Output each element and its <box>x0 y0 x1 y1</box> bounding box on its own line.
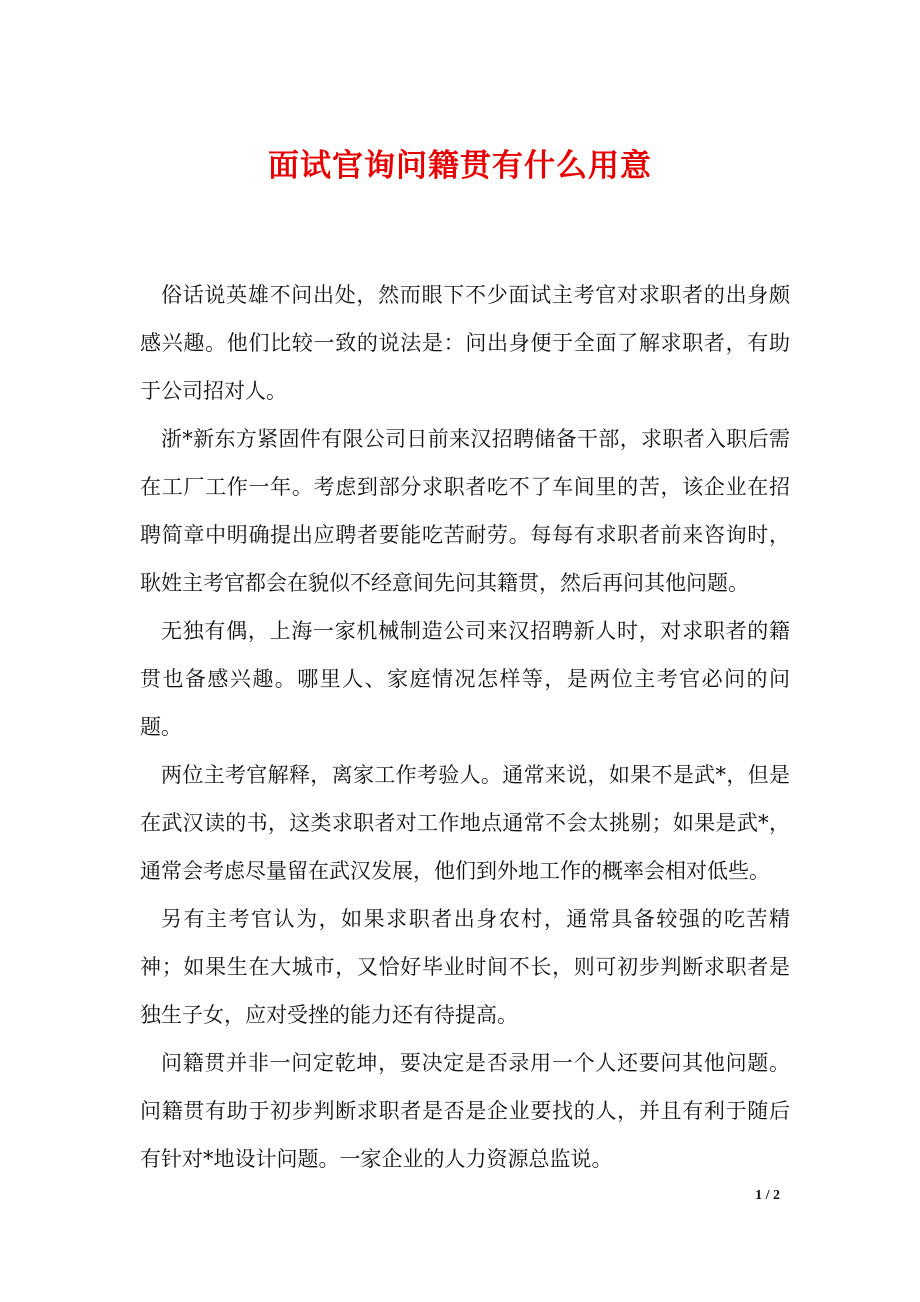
paragraph-3: 无独有偶，上海一家机械制造公司来汉招聘新人时，对求职者的籍贯也备感兴趣。哪里人、家庭情况怎样等，是两位主考官必问的问题。 <box>140 619 790 739</box>
paragraph-2: 浙*新东方紧固件有限公司日前来汉招聘储备干部，求职者入职后需在工厂工作一年。考虑到部分求职者吃不了车间里的苦，该企业在招聘简章中明确提出应聘者要能吃苦耐劳。每每有求职者前来咨询时，耿姓主考官都会在貌似不经意间先问其籍贯，然后再问其他问题。 <box>140 427 790 595</box>
article-body <box>140 271 790 1183</box>
paragraph-1: 俗话说英雄不问出处，然而眼下不少面试主考官对求职者的出身颇感兴趣。他们比较一致的说法是：问出身便于全面了解求职者，有助于公司招对人。 <box>140 283 790 403</box>
document-title: 面试官询问籍贯有什么用意 <box>268 148 652 184</box>
page-number: 1 / 2 <box>755 1188 780 1203</box>
paragraph-5: 另有主考官认为，如果求职者出身农村，通常具备较强的吃苦精神；如果生在大城市，又恰好毕业时间不长，则可初步判断求职者是独生子女，应对受挫的能力还有待提高。 <box>140 907 790 1027</box>
paragraph-6: 问籍贯并非一问定乾坤，要决定是否录用一个人还要问其他问题。问籍贯有助于初步判断求职者是否是企业要找的人，并且有利于随后有针对*地设计问题。一家企业的人力资源总监说。 <box>140 1051 790 1171</box>
paragraph-4: 两位主考官解释，离家工作考验人。通常来说，如果不是武*，但是在武汉读的书，这类求职者对工作地点通常不会太挑剔；如果是武*，通常会考虑尽量留在武汉发展，他们到外地工作的概率会相对低些。 <box>140 763 790 883</box>
